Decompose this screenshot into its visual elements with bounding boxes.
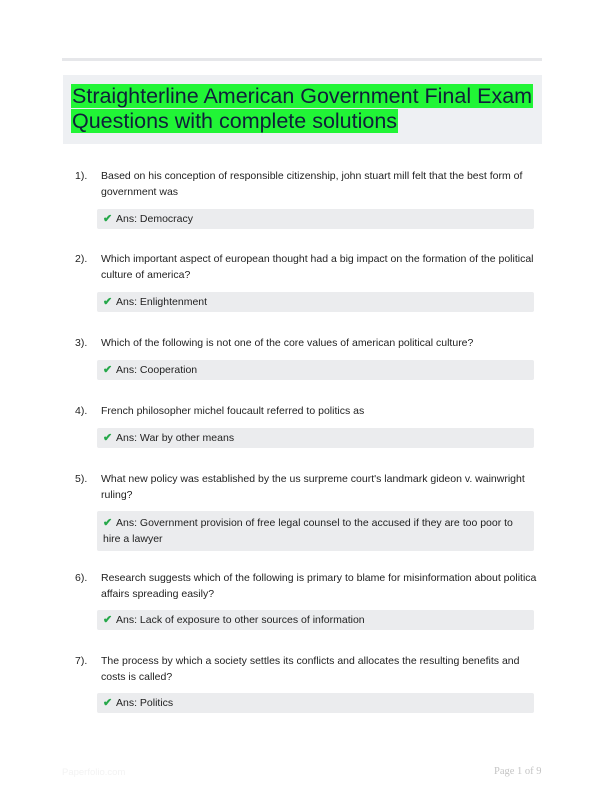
- answer-box: [97, 292, 534, 312]
- answer-box: [97, 360, 534, 380]
- check-icon: ✔: [103, 614, 113, 626]
- answer-box: [97, 511, 534, 551]
- answer-text: Ans: Government provision of free legal counsel to the accused if they are too poor to hire a lawyer: [103, 517, 513, 545]
- check-icon: ✔: [103, 364, 113, 376]
- document-title: [71, 84, 541, 134]
- question-number: 3).: [75, 337, 88, 349]
- question-number: 5).: [75, 473, 88, 485]
- question-number: 2).: [75, 253, 88, 265]
- check-icon: ✔: [103, 432, 113, 444]
- title-line-1: Straighterline American Government Final Exam: [72, 84, 533, 108]
- answer-box: [97, 428, 534, 448]
- check-icon: ✔: [103, 213, 113, 225]
- question-text: Which of the following is not one of the core values of american political culture?: [101, 337, 474, 349]
- question-text: French philosopher michel foucault referred to politics as: [101, 405, 365, 417]
- answer-text: Ans: Lack of exposure to other sources of information: [116, 614, 365, 626]
- question-number: 7).: [75, 655, 88, 667]
- answer-text: Ans: Cooperation: [116, 364, 198, 376]
- answer-text: Ans: Enlightenment: [116, 296, 208, 308]
- title-box: [63, 75, 542, 144]
- answer-text: Ans: Democracy: [116, 213, 194, 225]
- page-number: Page 1 of 9: [494, 766, 542, 777]
- answer-box: [97, 693, 534, 713]
- question-text: What new policy was established by the us surpreme court's landmark gideon v. wainwright ruling?: [101, 473, 525, 501]
- question-text: The process by which a society settles its conflicts and allocates the resulting benefits and costs is called?: [101, 655, 520, 683]
- question-number: 6).: [75, 572, 88, 584]
- question-text: Based on his conception of responsible citizenship, john stuart mill felt that the best form of government was: [101, 170, 523, 198]
- top-divider: [62, 58, 542, 61]
- question-text: Which important aspect of european thought had a big impact on the formation of the political culture of america?: [101, 253, 534, 281]
- answer-text: Ans: War by other means: [116, 432, 235, 444]
- answer-text: Ans: Politics: [116, 697, 174, 709]
- title-line-2: Questions with complete solutions: [72, 109, 398, 133]
- question-number: 4).: [75, 405, 88, 417]
- answer-box: [97, 610, 534, 630]
- check-icon: ✔: [103, 697, 113, 709]
- question-number: 1).: [75, 170, 88, 182]
- footer-site: Paperfolio.com: [62, 767, 126, 778]
- question-text: Research suggests which of the following is primary to blame for misinformation about politica affairs spreading easily?: [101, 572, 537, 600]
- answer-box: [97, 209, 534, 229]
- check-icon: ✔: [103, 517, 113, 529]
- check-icon: ✔: [103, 296, 113, 308]
